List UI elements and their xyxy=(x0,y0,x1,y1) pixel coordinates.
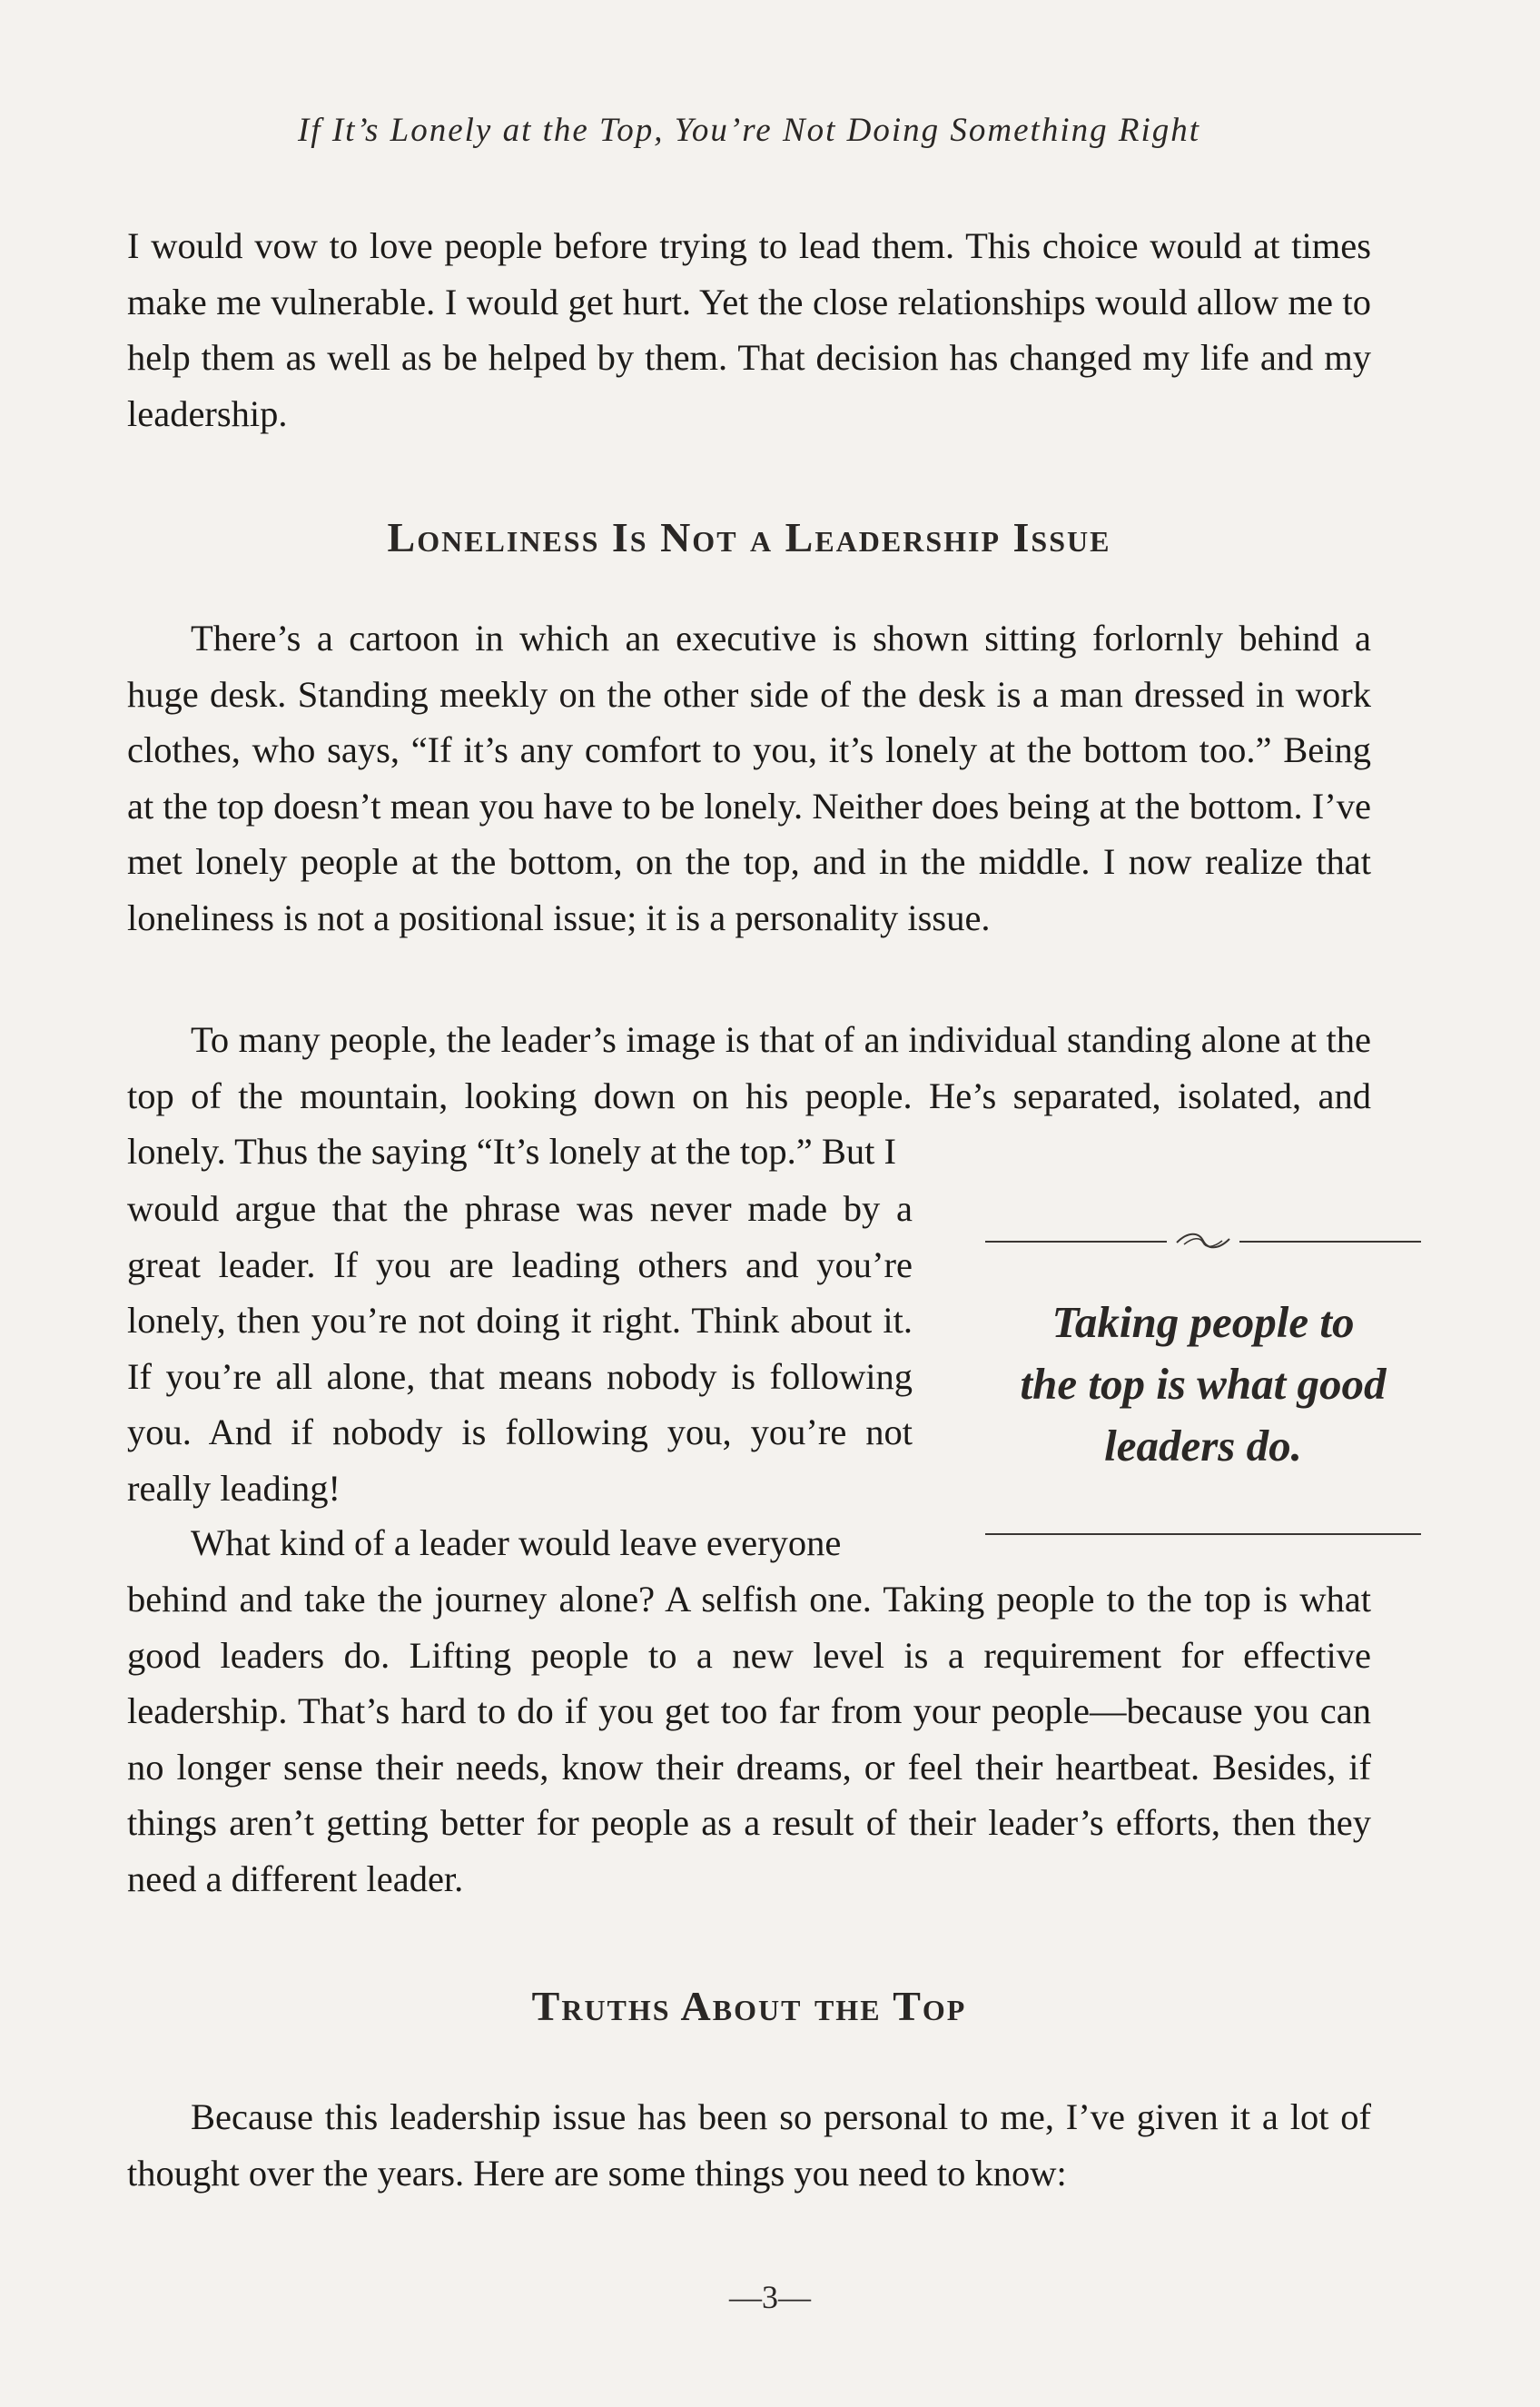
pull-quote xyxy=(976,1208,1421,1544)
flourish-ornament-icon xyxy=(1171,1223,1235,1259)
paragraph-leader-image-continued: would argue that the phrase was never made by a great leader. If you are leading others and you’re lonely, then you’re not doing it right. Think about it. If you’re all alone, that means nobody is following you. And if nobody is following you, you’re not really leading! xyxy=(127,1188,913,1509)
page-number: —3— xyxy=(729,2279,811,2315)
paragraph-selfish-leader-start: What kind of a leader would leave everyone xyxy=(191,1522,842,1563)
paragraph-leader-image: To many people, the leader’s image is that of an individual standing alone at the top of the mountain, looking down on his people. He’s separated, isolated, and lonely. Thus the saying “It’s lonely at the top.” But I xyxy=(127,1019,1371,1172)
pull-quote-line-2: the top is what good xyxy=(1020,1359,1387,1409)
paragraph-truths-intro: Because this leadership issue has been so personal to me, I’ve given it a lot of thought over the years. Here are some things you need to know: xyxy=(127,2096,1371,2194)
running-head: If It’s Lonely at the Top, You’re Not Doing Something Right xyxy=(297,112,1201,149)
pull-quote-bottom-rule xyxy=(985,1533,1421,1535)
pull-quote-top-rule-left xyxy=(985,1241,1167,1243)
paragraph-selfish-leader: behind and take the journey alone? A selfish one. Taking people to the top is what good leaders do. Lifting people to a new level is a requirement for effective leadership. That’s hard to do if you get too far from your people—because you can no longer sense their needs, know their dreams, or feel their heartbeat. Besides, if things aren’t getting better for people as a result of their leader’s efforts, then they need a different leader. xyxy=(127,1579,1371,1899)
pull-quote-top-rule-right xyxy=(1239,1241,1421,1243)
pull-quote-line-1: Taking people to xyxy=(1051,1297,1355,1347)
section-heading-loneliness: Loneliness Is Not a Leadership Issue xyxy=(387,514,1111,560)
pull-quote-text xyxy=(976,1292,1430,1477)
section-heading-truths: Truths About the Top xyxy=(531,1983,967,2029)
paragraph-opening: I would vow to love people before trying to lead them. This choice would at times make me vulnerable. I would get hurt. Yet the close relationships would allow me to help them as well as be helped by them. That decision has changed my life and my leadership. xyxy=(127,225,1371,434)
paragraph-cartoon: There’s a cartoon in which an executive is shown sitting forlornly behind a huge desk. Standing meekly on the other side of the desk is a man dressed in work clothes, who says, “If it’s any comfort to you, it’s lonely at the bottom too.” Being at the top doesn’t mean you have to be lonely. Neither does being at the bottom. I’ve met lonely people at the bottom, on the top, and in the middle. I now realize that loneliness is not a positional issue; it is a personality issue. xyxy=(127,618,1371,938)
pull-quote-line-3: leaders do. xyxy=(1104,1421,1302,1471)
